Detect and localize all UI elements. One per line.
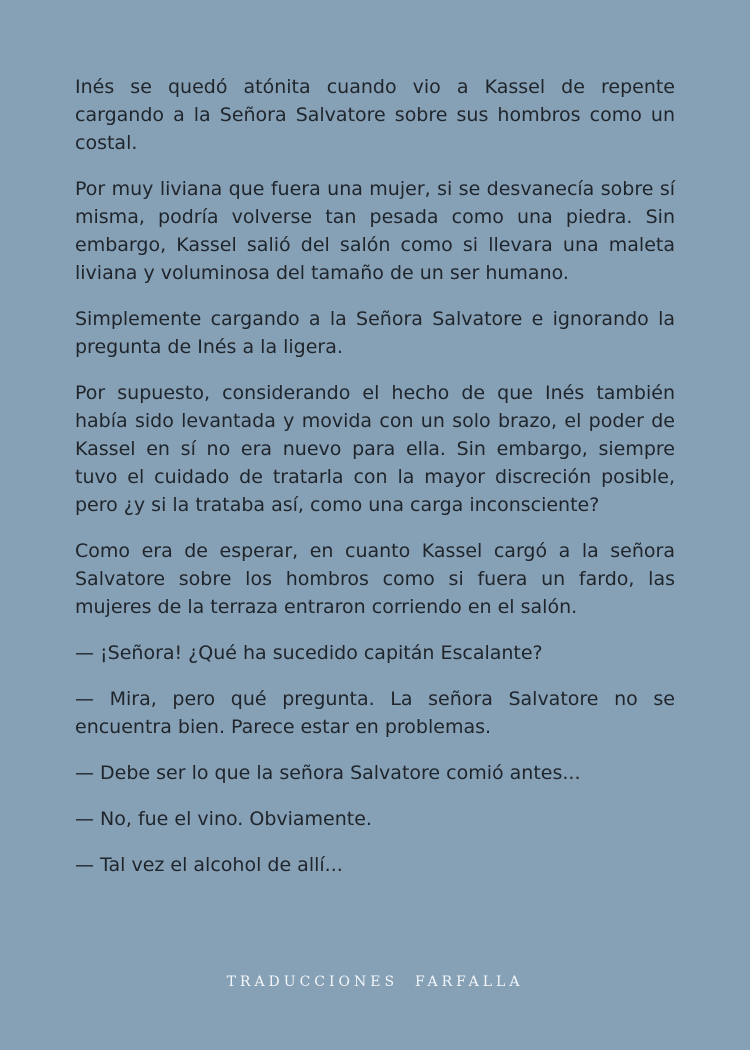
paragraph-3: Simplemente cargando a la Señora Salvatore e ignorando la pregunta de Inés a la ligera.	[75, 308, 675, 358]
dialogue-line-3: — Debe ser lo que la señora Salvatore comió antes...	[75, 762, 581, 784]
paragraph-2: Por muy liviana que fuera una mujer, si se desvanecía sobre sí misma, podría volverse tan pesada como una piedra. Sin embargo, Kassel salió del salón como si llevara una maleta liviana y voluminosa del tamaño de un ser humano.	[75, 178, 675, 284]
body-text	[75, 73, 675, 897]
paragraph-4: Por supuesto, considerando el hecho de que Inés también había sido levantada y movida con un solo brazo, el poder de Kassel en sí no era nuevo para ella. Sin embargo, siempre tuvo el cuidado de tratarla con la mayor discreción posible, pero ¿y si la trataba así, como una carga inconsciente?	[75, 382, 675, 516]
dialogue-line-1: — ¡Señora! ¿Qué ha sucedido capitán Escalante?	[75, 642, 543, 664]
dialogue-line-4: — No, fue el vino. Obviamente.	[75, 808, 372, 830]
paragraph-1: Inés se quedó atónita cuando vio a Kassel de repente cargando a la Señora Salvatore sobre sus hombros como un costal.	[75, 76, 675, 154]
dialogue-line-5: — Tal vez el alcohol de allí...	[75, 854, 343, 876]
footer-credit: TRADUCCIONES FARFALLA	[226, 974, 524, 990]
dialogue-line-2: — Mira, pero qué pregunta. La señora Salvatore no se encuentra bien. Parece estar en problemas.	[75, 688, 675, 738]
paragraph-5: Como era de esperar, en cuanto Kassel cargó a la señora Salvatore sobre los hombros como si fuera un fardo, las mujeres de la terraza entraron corriendo en el salón.	[75, 540, 675, 618]
